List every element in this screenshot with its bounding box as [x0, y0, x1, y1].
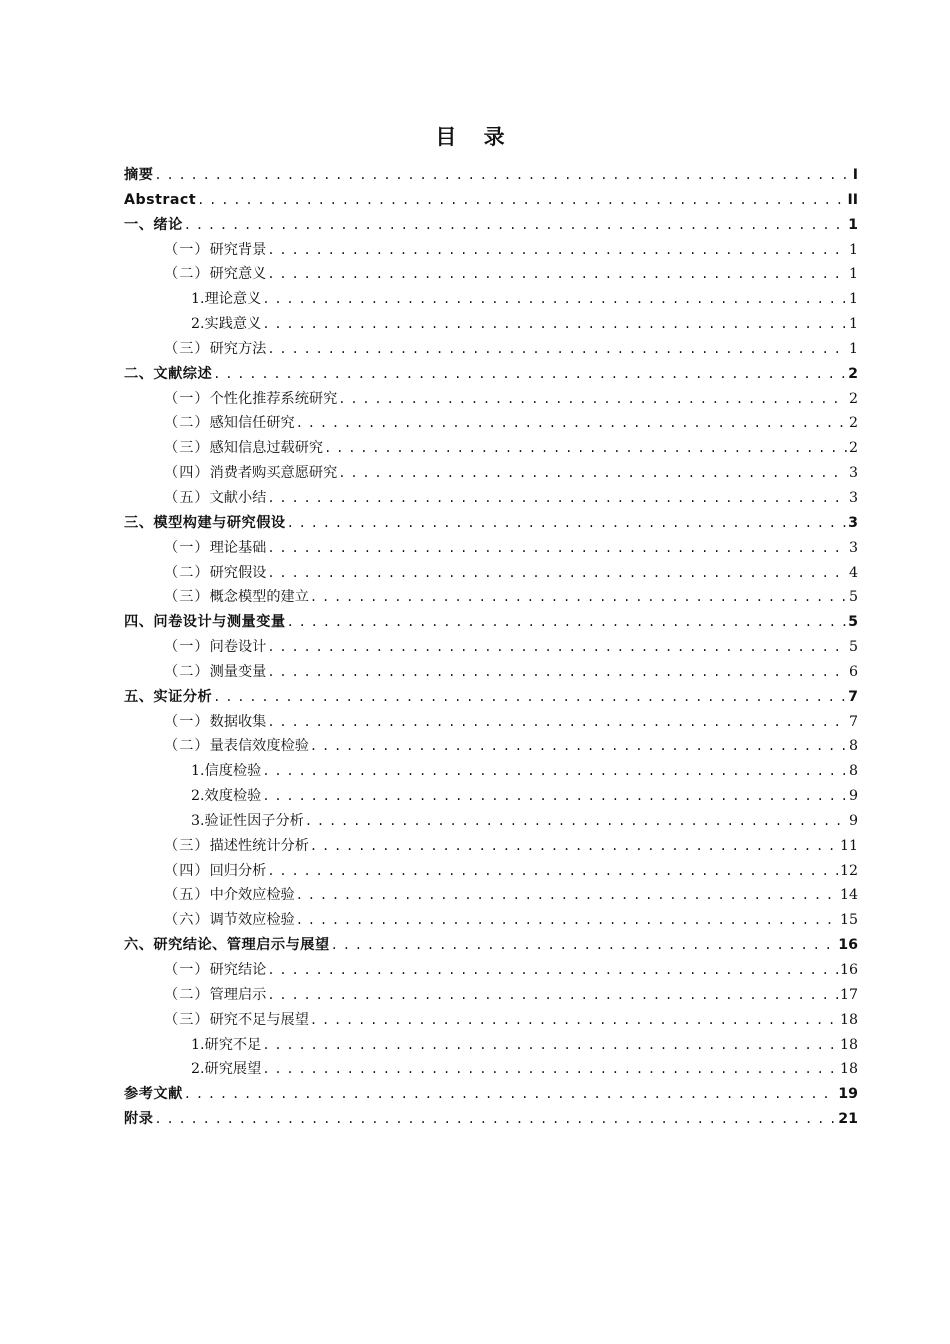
toc-entry-title: 个性化推荐系统研究 — [209, 390, 338, 407]
page-title: 目 录 — [435, 125, 515, 149]
toc-entry-number: （三） — [164, 340, 210, 357]
toc-entry-page-number: 6 — [848, 663, 858, 680]
toc-entry[interactable] — [124, 436, 858, 461]
toc-entry-number: （一） — [164, 639, 210, 656]
toc-entry-page-number: 2 — [848, 440, 858, 457]
toc-entry-title: 概念模型的建立 — [209, 589, 309, 606]
toc-entry[interactable] — [124, 834, 858, 859]
toc-entry-number: （一） — [164, 241, 210, 258]
dot-leader — [338, 461, 847, 486]
dot-leader — [267, 958, 838, 983]
toc-entry-number: 3. — [191, 812, 205, 829]
toc-entry[interactable] — [124, 461, 858, 486]
toc-entry[interactable] — [124, 809, 858, 834]
toc-entry[interactable] — [124, 511, 858, 536]
toc-entry-page-number: 3 — [848, 489, 858, 506]
toc-entry-page-number: 19 — [838, 1086, 858, 1103]
toc-entry-page-number: 1 — [848, 340, 858, 357]
toc-entry-page-number: 2 — [848, 415, 858, 432]
dot-leader — [197, 188, 845, 213]
toc-entry-number: （一） — [164, 713, 210, 730]
toc-entry-number: （二） — [164, 564, 210, 581]
toc-entry-number: （二） — [164, 738, 210, 755]
toc-entry-title: 理论基础 — [209, 539, 267, 556]
toc-entry[interactable] — [124, 486, 858, 511]
dot-leader — [310, 1008, 838, 1033]
toc-entry[interactable] — [124, 635, 858, 660]
toc-entry[interactable] — [124, 859, 858, 884]
toc-entry-title: 实践意义 — [204, 316, 262, 333]
dot-leader — [213, 362, 846, 387]
toc-entry[interactable] — [124, 759, 858, 784]
toc-entry-page-number: 11 — [839, 837, 858, 854]
dot-leader — [267, 859, 838, 884]
toc-entry-title: 四、问卷设计与测量变量 — [124, 614, 286, 631]
toc-entry[interactable] — [124, 908, 858, 933]
toc-entry[interactable] — [124, 262, 858, 287]
dot-leader — [338, 387, 847, 412]
dot-leader — [262, 287, 847, 312]
dot-leader — [267, 262, 847, 287]
toc-entry-page-number: 18 — [839, 1061, 858, 1078]
toc-entry-page-number: 8 — [848, 738, 858, 755]
dot-leader — [267, 486, 847, 511]
toc-entry-title: 研究背景 — [209, 241, 267, 258]
dot-leader — [154, 163, 848, 188]
toc-entry[interactable] — [124, 287, 858, 312]
toc-entry-number: （四） — [164, 465, 210, 482]
toc-entry-page-number: I — [852, 167, 858, 183]
toc-entry[interactable] — [124, 660, 858, 685]
toc-entry[interactable] — [124, 337, 858, 362]
dot-leader — [262, 759, 847, 784]
toc-entry-page-number: 18 — [839, 1011, 858, 1028]
toc-entry-page-number: 9 — [848, 788, 858, 805]
dot-leader — [267, 536, 847, 561]
toc-entry-page-number: 18 — [839, 1036, 858, 1053]
dot-leader — [310, 834, 838, 859]
toc-entry[interactable] — [124, 958, 858, 983]
toc-entry-title: 文献小结 — [209, 489, 267, 506]
dot-leader — [267, 561, 847, 586]
toc-entry-title: 参考文献 — [124, 1086, 183, 1103]
toc-entry[interactable] — [124, 1082, 858, 1107]
toc-entry[interactable] — [124, 1057, 858, 1082]
toc-entry-number: 2. — [191, 1061, 205, 1078]
toc-entry[interactable] — [124, 610, 858, 635]
dot-leader — [296, 883, 838, 908]
table-of-contents — [124, 163, 858, 1132]
toc-entry-title: 六、研究结论、管理启示与展望 — [124, 937, 330, 954]
toc-entry-number: （三） — [164, 1011, 210, 1028]
dot-leader — [287, 610, 847, 635]
toc-entry-page-number: 1 — [848, 291, 858, 308]
toc-entry-page-number: 1 — [848, 316, 858, 333]
toc-entry-title: 描述性统计分析 — [209, 837, 309, 854]
toc-entry-page-number: 7 — [848, 688, 858, 705]
toc-entry-number: 1. — [191, 291, 205, 308]
toc-entry[interactable] — [124, 883, 858, 908]
toc-entry-page-number: 3 — [848, 514, 858, 531]
toc-entry-title: 测量变量 — [209, 663, 267, 680]
toc-entry-page-number: 2 — [848, 365, 858, 382]
toc-entry-page-number: II — [847, 191, 858, 208]
toc-entry[interactable] — [124, 1107, 858, 1132]
toc-entry-number: （五） — [164, 887, 210, 904]
toc-entry[interactable] — [124, 536, 858, 561]
toc-entry-title: 附录 — [124, 1111, 154, 1128]
toc-entry[interactable] — [124, 188, 858, 213]
dot-leader — [154, 1107, 836, 1132]
dot-leader — [262, 1033, 838, 1058]
dot-leader — [184, 1082, 836, 1107]
toc-entry-title: 回归分析 — [209, 862, 267, 879]
toc-entry-title: 研究不足与展望 — [209, 1011, 309, 1028]
toc-entry-title: Abstract — [124, 191, 197, 208]
toc-entry-number: （六） — [164, 912, 210, 929]
toc-entry-title: 研究假设 — [209, 564, 267, 581]
toc-entry-title: 研究意义 — [209, 266, 267, 283]
dot-leader — [262, 784, 847, 809]
toc-entry[interactable] — [124, 933, 858, 958]
toc-entry-number: 1. — [191, 763, 205, 780]
toc-entry-title: 感知信息过载研究 — [209, 440, 324, 457]
toc-entry-page-number: 9 — [848, 812, 858, 829]
toc-entry-number: 2. — [191, 316, 205, 333]
toc-entry[interactable] — [124, 387, 858, 412]
toc-entry-number: （二） — [164, 986, 210, 1003]
toc-entry-page-number: 12 — [839, 862, 858, 879]
toc-entry-title: 管理启示 — [209, 986, 267, 1003]
toc-entry-title: 中介效应检验 — [209, 887, 295, 904]
toc-entry-page-number: 2 — [848, 390, 858, 407]
dot-leader — [310, 734, 847, 759]
toc-entry-title: 消费者购买意愿研究 — [209, 465, 338, 482]
toc-entry-page-number: 14 — [839, 887, 858, 904]
toc-entry-page-number: 8 — [848, 763, 858, 780]
toc-entry-page-number: 16 — [838, 937, 858, 954]
toc-entry[interactable] — [124, 710, 858, 735]
dot-leader — [324, 436, 847, 461]
toc-entry[interactable] — [124, 561, 858, 586]
toc-entry-number: （一） — [164, 390, 210, 407]
dot-leader — [213, 685, 846, 710]
dot-leader — [267, 983, 838, 1008]
toc-entry[interactable] — [124, 1033, 858, 1058]
toc-entry[interactable] — [124, 238, 858, 263]
toc-entry-page-number: 21 — [838, 1111, 858, 1128]
toc-entry-title: 摘要 — [124, 167, 154, 183]
dot-leader — [296, 908, 838, 933]
toc-entry-title: 理论意义 — [204, 291, 262, 308]
toc-entry-page-number: 1 — [848, 216, 858, 233]
dot-leader — [305, 809, 847, 834]
toc-entry-page-number: 1 — [848, 241, 858, 258]
toc-entry-page-number: 15 — [839, 912, 858, 929]
toc-entry-title: 研究结论 — [209, 962, 267, 978]
toc-entry[interactable] — [124, 362, 858, 387]
toc-entry[interactable] — [124, 784, 858, 809]
toc-entry-title: 调节效应检验 — [209, 912, 295, 929]
toc-entry-title: 二、文献综述 — [124, 365, 213, 382]
toc-entry-page-number: 5 — [848, 589, 858, 606]
dot-leader — [267, 710, 847, 735]
toc-entry-number: （二） — [164, 415, 210, 432]
toc-entry-title: 数据收集 — [209, 713, 267, 730]
toc-entry-number: （四） — [164, 862, 210, 879]
dot-leader — [267, 635, 847, 660]
toc-entry-page-number: 3 — [848, 539, 858, 556]
toc-entry-number: （一） — [164, 539, 210, 556]
toc-entry-number: （三） — [164, 440, 210, 457]
dot-leader — [267, 337, 847, 362]
dot-leader — [262, 312, 847, 337]
toc-entry-number: （二） — [164, 266, 210, 283]
toc-entry-title: 量表信效度检验 — [209, 738, 309, 755]
toc-entry-title: 五、实证分析 — [124, 688, 213, 705]
dot-leader — [267, 238, 847, 263]
toc-entry-title: 效度检验 — [204, 788, 262, 805]
toc-entry-number: （五） — [164, 489, 210, 506]
toc-entry-number: 1. — [191, 1036, 205, 1053]
toc-entry-page-number: 16 — [839, 962, 858, 978]
toc-entry-title: 信度检验 — [204, 763, 262, 780]
toc-entry-number: （二） — [164, 663, 210, 680]
toc-entry-number: （三） — [164, 837, 210, 854]
toc-entry[interactable] — [124, 685, 858, 710]
toc-entry[interactable] — [124, 1008, 858, 1033]
toc-entry-number: 2. — [191, 788, 205, 805]
dot-leader — [262, 1057, 838, 1082]
toc-entry-title: 验证性因子分析 — [204, 812, 304, 829]
toc-entry[interactable] — [124, 411, 858, 436]
dot-leader — [287, 511, 847, 536]
dot-leader — [310, 585, 847, 610]
toc-entry-page-number: 7 — [848, 713, 858, 730]
toc-entry[interactable] — [124, 734, 858, 759]
toc-entry-page-number: 3 — [848, 465, 858, 482]
toc-entry-number: （三） — [164, 589, 210, 606]
toc-entry-title: 研究方法 — [209, 340, 267, 357]
toc-entry[interactable] — [124, 983, 858, 1008]
toc-entry-page-number: 5 — [848, 639, 858, 656]
toc-entry-page-number: 17 — [839, 986, 858, 1003]
dot-leader — [331, 933, 837, 958]
toc-entry-number: （一） — [164, 962, 210, 978]
toc-entry[interactable] — [124, 163, 858, 188]
toc-entry-title: 研究不足 — [204, 1036, 262, 1053]
toc-entry-title: 问卷设计 — [209, 639, 267, 656]
toc-entry-page-number: 1 — [848, 266, 858, 283]
dot-leader — [267, 660, 847, 685]
toc-entry-page-number: 5 — [848, 614, 858, 631]
toc-entry[interactable] — [124, 312, 858, 337]
dot-leader — [296, 411, 847, 436]
toc-entry-page-number: 4 — [848, 564, 858, 581]
toc-entry-title: 三、模型构建与研究假设 — [124, 514, 286, 531]
toc-entry[interactable] — [124, 585, 858, 610]
toc-entry-title: 研究展望 — [204, 1061, 262, 1078]
toc-entry-title: 一、绪论 — [124, 216, 183, 233]
toc-entry-title: 感知信任研究 — [209, 415, 295, 432]
toc-entry[interactable] — [124, 213, 858, 238]
dot-leader — [184, 213, 846, 238]
